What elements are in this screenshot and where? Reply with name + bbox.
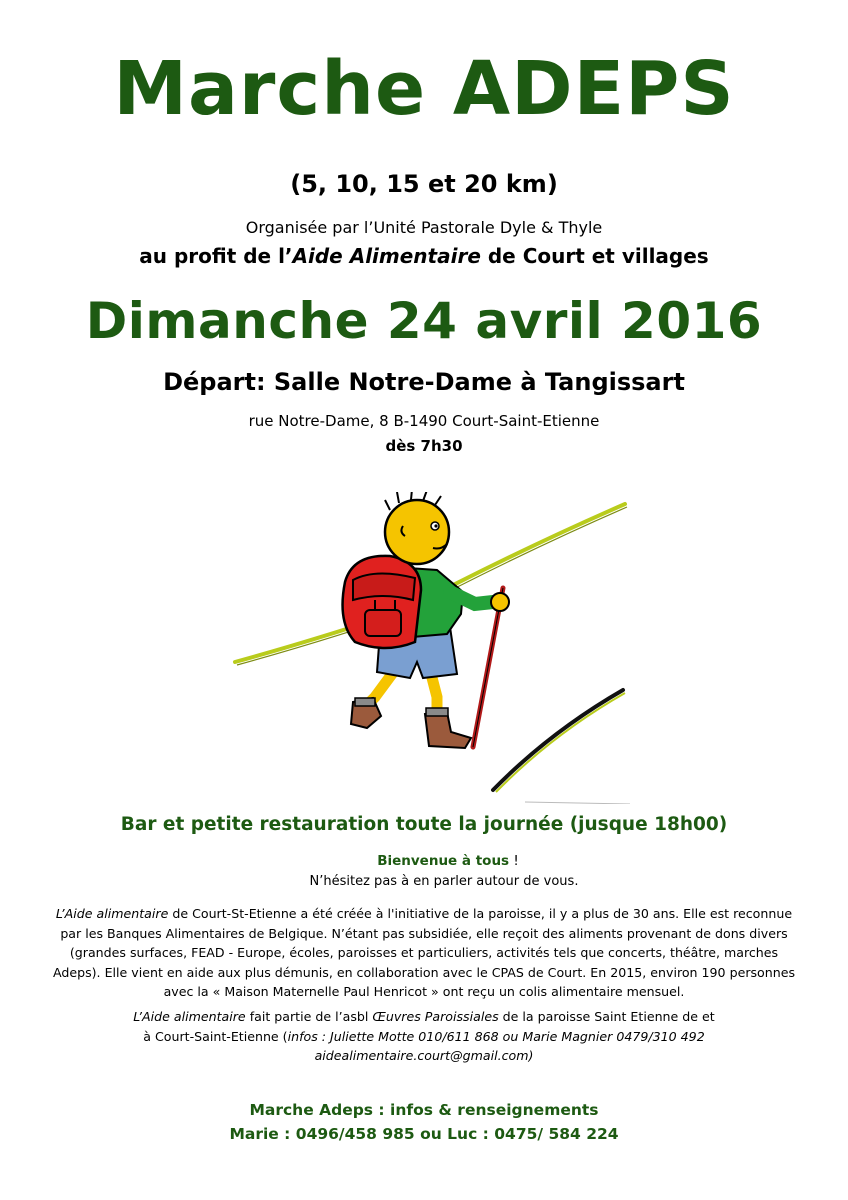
backpack-pocket — [365, 610, 401, 636]
backpack-flap — [353, 573, 415, 600]
hiker-with-backpack-icon — [225, 492, 635, 804]
description-paragraph-2 — [0, 1007, 848, 1066]
hand — [491, 593, 509, 611]
welcome — [24, 853, 848, 869]
bar-restauration: Bar et petite restauration toute la journée (jusque 18h00) — [120, 814, 728, 835]
para1-line3: (grandes surfaces, FEAD - Europe, écoles, paroisses et particuliers, activités tels que concerts, théâtre, marches — [69, 945, 779, 960]
para1-italic: L’Aide alimentaire — [55, 906, 169, 921]
sock-front — [426, 708, 448, 716]
contact-phones: Marie : 0496/458 985 ou Luc : 0475/ 584 224 — [229, 1125, 619, 1143]
welcome-mark: ! — [509, 853, 519, 869]
para1-line4: Adeps). Elle vient en aide aux plus démunis, en collaboration avec le CPAS de Court. En 2015, environ 190 personnes — [52, 964, 796, 980]
departure: Départ: Salle Notre-Dame à Tangissart — [163, 368, 685, 396]
address: rue Notre-Dame, 8 B-1490 Court-Saint-Etienne — [248, 412, 600, 430]
para2-line2: à Court-Saint-Etienne (infos : Juliette Motte 010/611 868 ou Marie Magnier 0479/310 492 — [143, 1028, 705, 1044]
para1-line2: par les Banques Alimentaires de Belgique. N’étant pas subsidiée, elle reçoit des aliments provenant de dons divers — [60, 925, 788, 941]
head — [385, 500, 449, 564]
shoe-front — [425, 712, 471, 748]
sock-back — [355, 698, 375, 706]
para2-line1: L’Aide alimentaire fait partie de l’asbl Œuvres Paroissiales de la paroisse Saint Etienne de et — [133, 1009, 715, 1024]
start-time: dès 7h30 — [385, 437, 463, 455]
path-line-lower-shadow — [496, 693, 625, 792]
page-title: Marche ADEPS — [113, 46, 735, 132]
benefit-suffix: de Court et villages — [480, 244, 709, 268]
description-paragraph-1 — [0, 904, 848, 1002]
arm — [450, 592, 493, 604]
benefit-italic: Aide Alimentaire — [292, 244, 481, 268]
welcome-text: Bienvenue à tous — [377, 853, 510, 869]
distances: (5, 10, 15 et 20 km) — [290, 170, 558, 198]
benefit-line — [0, 244, 848, 268]
ground-trace — [525, 802, 630, 804]
organiser: Organisée par l’Unité Pastorale Dyle & Thyle — [245, 218, 603, 237]
event-date: Dimanche 24 avril 2016 — [85, 292, 763, 350]
para2-email: aidealimentaire.court@gmail.com) — [314, 1048, 534, 1063]
para1-line5: avec la « Maison Maternelle Paul Henricot » ont reçu un colis alimentaire mensuel. — [163, 984, 685, 999]
share-text: N’hésitez pas à en parler autour de vous. — [309, 874, 579, 889]
contact-heading: Marche Adeps : infos & renseignements — [249, 1101, 599, 1119]
para1-line1: L’Aide alimentaire de Court-St-Etienne a été créée à l'initiative de la paroisse, il y a plus de 30 ans. Elle est reconnue — [55, 906, 793, 921]
benefit-prefix: au profit de l’ — [139, 244, 293, 268]
